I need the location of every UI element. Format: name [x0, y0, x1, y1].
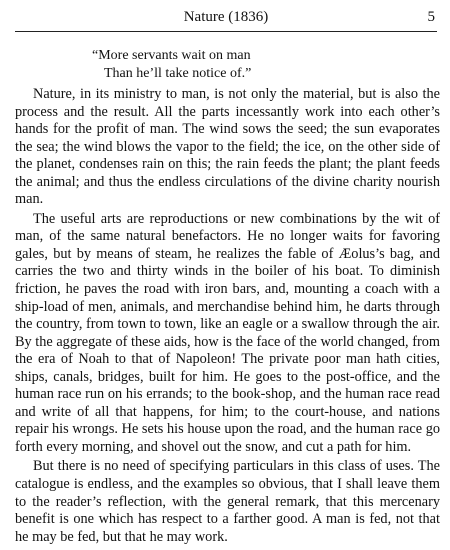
paragraph-2: The useful arts are reproductions or new combinations by the wit of man, of the same natural benefactors. He no longer waits for favoring gales, but by means of steam, he realizes the fable of Æolus’s bag, and carries the two and thirty winds in the boiler of his boat. To diminish friction, he paves the road with iron bars, and, mounting a coach with a ship-load of men, animals, and merchandise behind him, he darts through the country, from town to town, like an eagle or a swallow through the air. By the aggregate of these aids, how is the face of the world changed, from the era of Noah to that of Napoleon! The private poor man hath cities, ships, canals, bridges, built for him. He goes to the post-office, and the human race run on his errands; to the book-shop, and the human race read and write of all that happens, for him; to the court-house, and nations repair his wrongs. He sets his house upon the road, and the human race go forth every morning, and shovel out the snow, and cut a path for him. — [15, 210, 440, 455]
paragraph-1: Nature, in its ministry to man, is not only the material, but is also the process and the result. All the parts incessantly work into each other’s hands for the profit of man. The wind sows the seed; the sun evaporates the sea; the wind blows the vapor to the field; the ice, on the other side of the planet, condenses rain on this; the rain feeds the plant; the plant feeds the animal; and thus the endless circulations of the divine charity nourish man. — [15, 86, 440, 208]
epigraph-line-1: “More servants wait on man — [92, 48, 251, 63]
epigraph-line-2: Than he’ll take notice of.” — [104, 66, 252, 81]
page-number: 5 — [427, 9, 435, 25]
running-title: Nature (1836) — [183, 9, 269, 25]
paragraph-3: But there is no need of specifying particulars in this class of uses. The catalogue is endless, and the examples so obvious, that I shall leave them to the reader’s reflection, with the general remark, that this mercenary benefit is one which has respect to a farther good. A man is fed, not that he may be fed, but that he may work. — [15, 458, 440, 545]
body-text — [15, 86, 440, 546]
epigraph — [92, 47, 352, 83]
page-header — [15, 7, 437, 32]
